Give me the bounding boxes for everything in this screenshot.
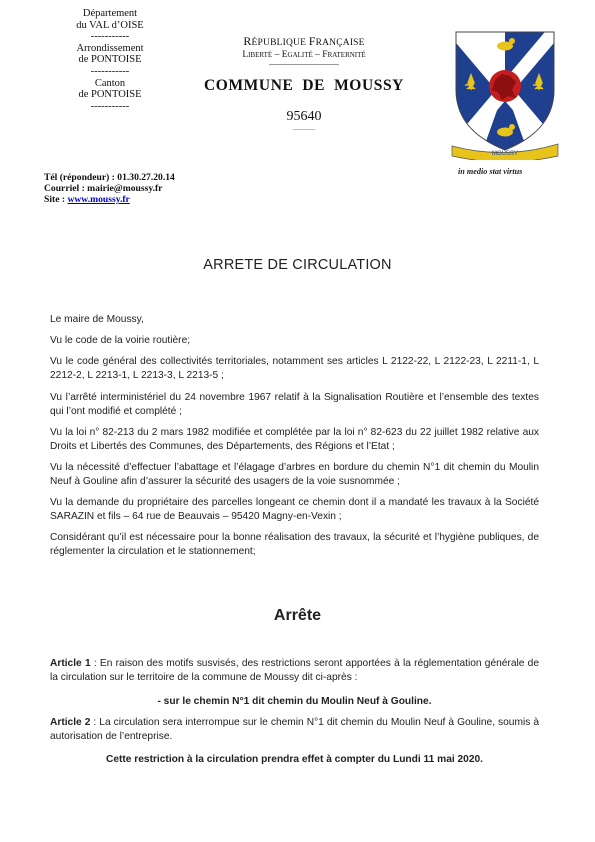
republique-francaise: RÉPUBLIQUE FRANÇAISE [243, 34, 365, 48]
email-label: Courriel : [44, 183, 88, 195]
effect-date: Cette restriction à la circulation prendra effet à compter du Lundi 11 mai 2020. [105, 754, 484, 765]
motto: in medio stat virtus [458, 167, 523, 176]
separator: ----------- [90, 100, 130, 112]
email-line [44, 183, 175, 194]
arrondissement-name: de PONTOISE [78, 54, 142, 66]
email-value: mairie@moussy.fr [87, 183, 163, 195]
arrondissement-label: Arrondissement [76, 42, 144, 54]
considerants [50, 313, 539, 567]
website-line [44, 194, 175, 205]
article-1-text: : En raison des motifs susvisés, des restrictions seront apportées à la réglementation générale de la circulation sur le territoire de la commune de Moussy dit ci-après : [50, 658, 540, 683]
considerant-paragraph: Vu l’arrêté interministériel du 24 novembre 1967 relatif à la Signalisation Routière et l’ensemble des textes qui l’ont modifié et complété ; [50, 391, 539, 417]
devise: Liberté – Egalité – Fraternité [242, 50, 366, 60]
considerant-paragraph: Considérant qu’il est nécessaire pour la bonne réalisation des travaux, la sécurité et l’hygiène publiques, de réglementer la circulation et le stationnement; [50, 532, 539, 558]
administrative-header [40, 8, 180, 112]
banner-text: MOUSSY [491, 151, 519, 157]
canton-label: Canton [94, 77, 126, 89]
considerant-paragraph: Vu le code de la voirie routière; [50, 335, 191, 347]
document-title: ARRETE DE CIRCULATION [203, 257, 392, 273]
telephone: Tél (répondeur) : 01.30.27.20.14 [44, 172, 175, 183]
article-2-text: : La circulation sera interrompue sur le chemin N°1 dit chemin du Moulin Neuf à Gouline, soumis à autorisation de l’entreprise. [50, 717, 540, 742]
article-1-detail: - sur le chemin N°1 dit chemin du Moulin Neuf à Gouline. [157, 696, 432, 707]
article-2 [50, 716, 539, 744]
departement-label: Département [82, 8, 138, 19]
article-1 [50, 657, 539, 685]
considerant-paragraph: Le maire de Moussy, [50, 314, 144, 325]
article-1-label: Article 1 [50, 658, 91, 669]
separator: ----------- [90, 65, 130, 77]
divider [293, 129, 315, 130]
considerant-paragraph: Vu la nécessité d’effectuer l’abattage et l’élagage d’arbres en bordure du chemin N°1 dit chemin du Moulin Neuf à Gouline afin d’assurer la sécurité des usagers de la voie susnommée ; [50, 461, 539, 487]
website-link[interactable]: www.moussy.fr [67, 194, 130, 206]
article-2-label: Article 2 [50, 717, 91, 728]
canton-name: de PONTOISE [78, 89, 142, 101]
republic-header [196, 34, 412, 130]
commune-name: COMMUNE DE MOUSSY [204, 77, 404, 94]
arrete-heading: Arrête [273, 607, 322, 624]
departement-name: du VAL d’OISE [76, 19, 144, 31]
considerant-paragraph: Vu le code général des collectivités territoriales, notamment ses articles L 2122-22, L 2122-23, L 2211-1, L 2212-2, L 2213-1, L 2213-3, L 2213-5 ; [50, 356, 539, 382]
postal-code: 95640 [286, 109, 322, 124]
contact-block [44, 172, 175, 206]
divider [269, 64, 339, 65]
separator: ----------- [90, 31, 130, 43]
coat-of-arms-icon [450, 28, 560, 160]
considerant-paragraph: Vu la loi n° 82-213 du 2 mars 1982 modifiée et complétée par la loi n° 82-623 du 22 juillet 1982 relative aux Droits et Libertés des Communes, des Départements, des Régions et l’Etat ; [50, 426, 539, 452]
considerant-paragraph: Vu la demande du propriétaire des parcelles longeant ce chemin dont il a mandaté les travaux à la Société SARAZIN et fils – 64 rue de Beauvais – 95420 Magny-en-Vexin ; [50, 497, 539, 523]
website-label: Site : [44, 194, 68, 206]
